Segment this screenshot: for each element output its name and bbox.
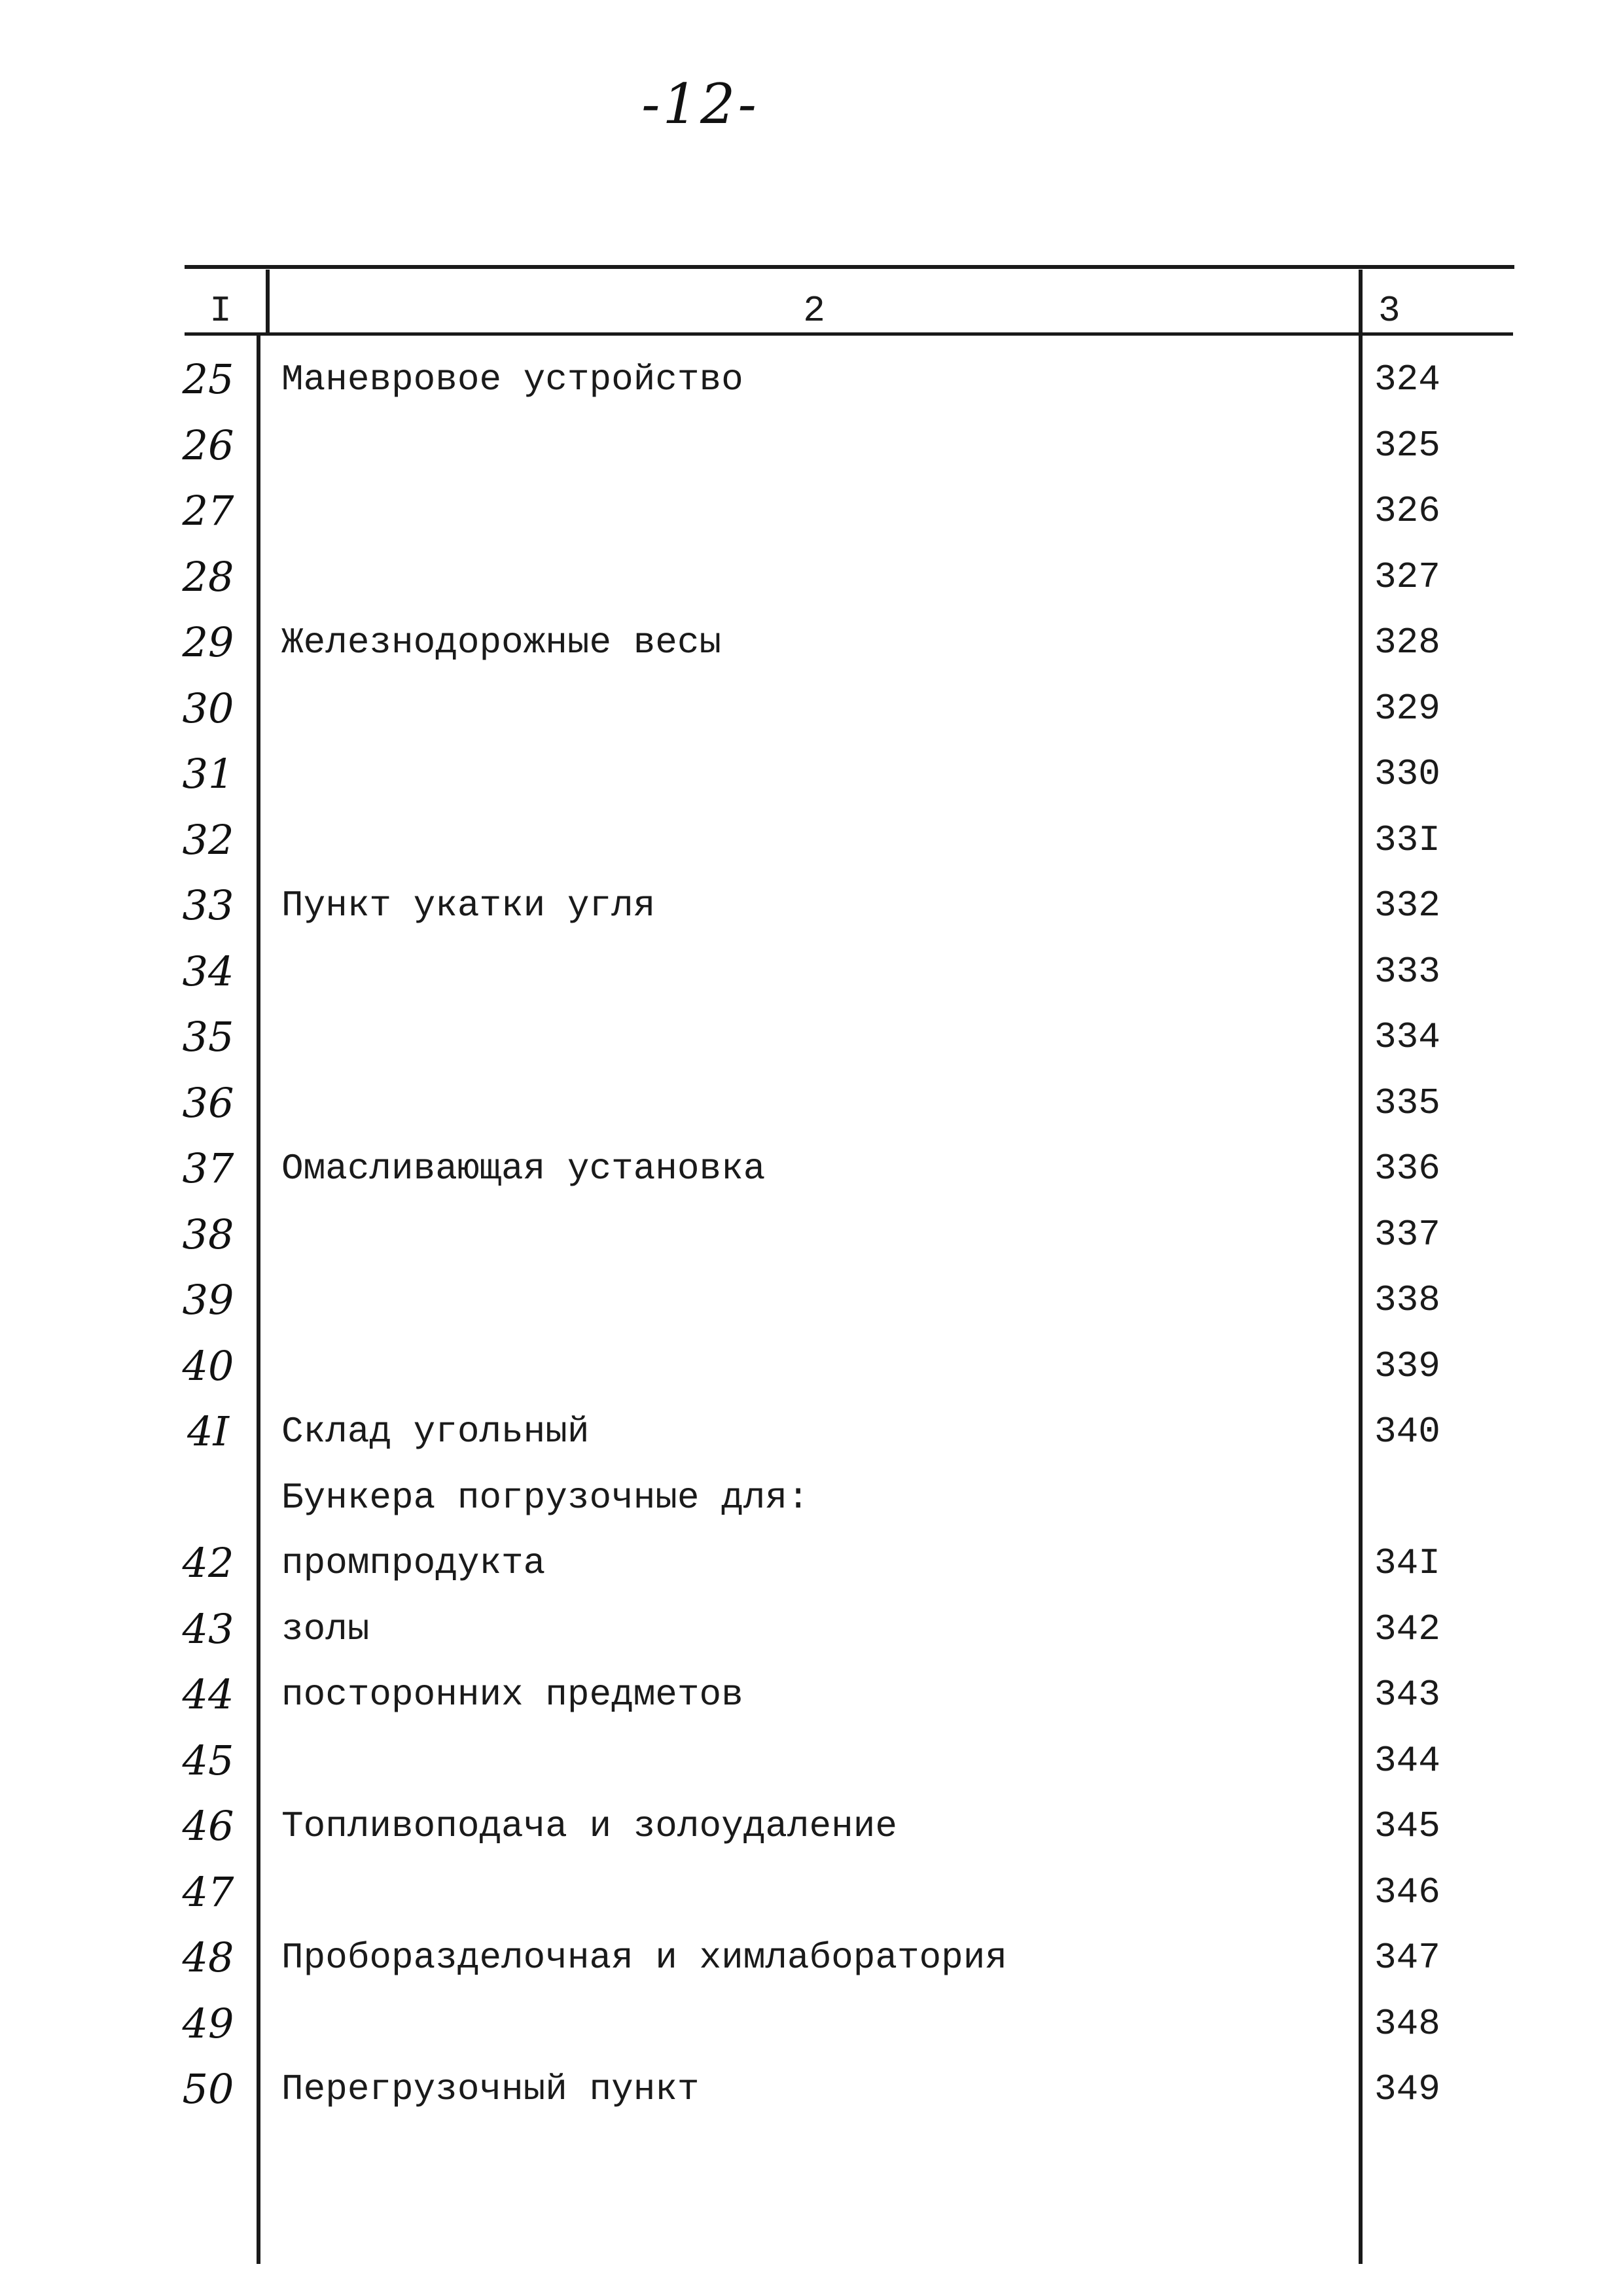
table-row — [0, 419, 1623, 486]
row-page: 332 — [1374, 885, 1440, 927]
table-row — [0, 1998, 1623, 2064]
row-page: 325 — [1374, 424, 1440, 467]
row-page: 33I — [1374, 819, 1440, 861]
row-number: 43 — [182, 1604, 234, 1653]
table-row — [0, 2063, 1623, 2129]
row-title: Железнодорожные весы — [281, 622, 722, 663]
table-row — [0, 879, 1623, 945]
row-page: 327 — [1374, 556, 1440, 598]
row-page: 338 — [1374, 1279, 1440, 1321]
row-title: Пункт укатки угля — [281, 885, 656, 927]
table-row — [0, 1340, 1623, 1406]
row-number: 47 — [182, 1867, 234, 1916]
row-number: 46 — [182, 1802, 234, 1850]
table-row — [0, 1537, 1623, 1603]
row-number: 29 — [182, 618, 234, 666]
row-page: 333 — [1374, 950, 1440, 993]
row-title: Склад угольный — [281, 1411, 590, 1453]
row-page: 343 — [1374, 1674, 1440, 1716]
table-row — [0, 1142, 1623, 1209]
table-row — [0, 1866, 1623, 1932]
row-number: 32 — [182, 815, 234, 864]
row-number: 36 — [182, 1078, 234, 1127]
table-row — [0, 1735, 1623, 1801]
row-number: 4I — [187, 1407, 229, 1455]
row-page: 326 — [1374, 490, 1440, 532]
table-row — [0, 945, 1623, 1012]
row-number: 28 — [182, 552, 234, 601]
table-row — [0, 1603, 1623, 1669]
row-title: Проборазделочная и химлаборатория — [281, 1937, 1007, 1979]
column-header-2: 2 — [803, 290, 825, 332]
row-number: 42 — [182, 1539, 234, 1587]
row-number: 25 — [182, 355, 234, 403]
table-row — [0, 1274, 1623, 1340]
row-page: 335 — [1374, 1082, 1440, 1124]
row-title: промпродукта — [281, 1542, 546, 1584]
row-number: 37 — [182, 1144, 234, 1192]
row-page: 346 — [1374, 1871, 1440, 1913]
row-page: 344 — [1374, 1739, 1440, 1782]
row-page: 334 — [1374, 1016, 1440, 1058]
row-number: 39 — [182, 1276, 234, 1324]
row-number: 44 — [182, 1670, 234, 1718]
row-number: 26 — [182, 421, 234, 469]
table-row — [0, 1932, 1623, 1998]
row-page: 349 — [1374, 2068, 1440, 2110]
row-page: 34I — [1374, 1542, 1440, 1584]
table-row — [0, 1472, 1623, 1538]
row-page: 328 — [1374, 622, 1440, 663]
page-number: -12- — [641, 72, 759, 136]
row-page: 330 — [1374, 753, 1440, 795]
column-header-3: 3 — [1378, 290, 1400, 332]
row-number: 49 — [182, 1999, 234, 2047]
row-number: 45 — [182, 1736, 234, 1784]
row-page: 345 — [1374, 1805, 1440, 1847]
row-title: Топливоподача и золоудаление — [281, 1805, 897, 1847]
table-row — [0, 1405, 1623, 1472]
row-number: 27 — [182, 487, 234, 535]
row-number: 35 — [182, 1013, 234, 1061]
table-row — [0, 1669, 1623, 1735]
row-page: 340 — [1374, 1411, 1440, 1453]
table-row — [0, 1209, 1623, 1275]
table-top-rule — [185, 265, 1514, 269]
row-number: 33 — [182, 881, 234, 929]
row-page: 347 — [1374, 1937, 1440, 1979]
table-row — [0, 1800, 1623, 1866]
row-title: золы — [281, 1608, 370, 1650]
row-page: 336 — [1374, 1148, 1440, 1190]
row-title: Бункера погрузочные для: — [281, 1476, 810, 1519]
table-row — [0, 814, 1623, 880]
row-page: 342 — [1374, 1608, 1440, 1650]
row-page: 348 — [1374, 2002, 1440, 2045]
row-title: посторонних предметов — [281, 1674, 743, 1716]
row-page: 324 — [1374, 359, 1440, 400]
row-title: Омасливающая установка — [281, 1148, 766, 1190]
table-body — [0, 353, 1623, 2129]
table-row — [0, 616, 1623, 682]
row-title: Перегрузочный пункт — [281, 2068, 700, 2110]
table-row — [0, 1077, 1623, 1143]
row-number — [169, 1472, 247, 1524]
table-row — [0, 1011, 1623, 1077]
table-row — [0, 551, 1623, 617]
row-number: 48 — [182, 1934, 234, 1981]
column-header-1: I — [209, 290, 232, 332]
row-title: Маневровое устройство — [281, 359, 743, 400]
row-page: 339 — [1374, 1345, 1440, 1387]
row-page: 337 — [1374, 1213, 1440, 1256]
row-number: 50 — [182, 2065, 234, 2113]
row-page: 329 — [1374, 687, 1440, 730]
row-number: 31 — [182, 750, 234, 798]
table-row — [0, 353, 1623, 419]
table-row — [0, 682, 1623, 749]
row-number: 40 — [182, 1341, 234, 1390]
table-row — [0, 485, 1623, 551]
row-number: 38 — [182, 1210, 234, 1258]
row-number: 30 — [182, 684, 234, 732]
table-row — [0, 748, 1623, 814]
row-number: 34 — [182, 947, 234, 995]
